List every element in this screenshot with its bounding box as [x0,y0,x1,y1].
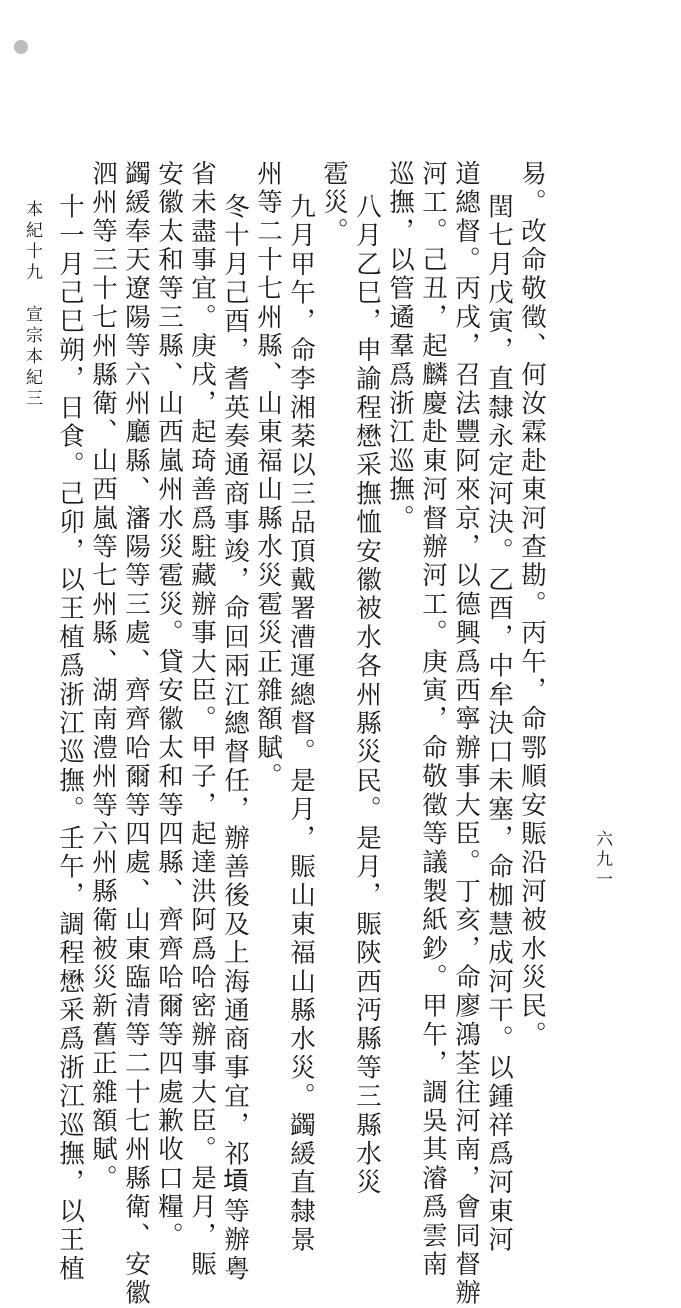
text-column-8: 九月甲午，命李湘棻以三品頂戴署漕運總督。是月，賑山東福山縣水災。蠲緩直隸景 [286,193,316,1255]
text-column-3: 道總督。丙戌，召法豐阿來京，以德興爲西寧辦事大臣。丁亥，命廖鴻荃往河南，會同督辦 [451,160,481,1308]
text-column-5: 巡撫，以管遹羣爲浙江巡撫。 [385,160,415,534]
text-column-6: 八月乙巳，申諭程懋采撫恤安徽被水各州縣災民。是月，賑陝西沔縣等三縣水災 [352,193,382,1198]
text-column-15: 十一月己巳朔，日食。己卯，以王植爲浙江巡撫。壬午，調程懋采爲浙江巡撫，以王植 [55,193,85,1284]
page-number: 六九一 [592,830,612,890]
text-column-2: 閏七月戊寅，直隸永定河決。乙酉，中牟決口未塞，命枷慧成河干。以鍾祥爲河東河 [484,193,514,1255]
text-column-4: 河工。己丑，起麟慶赴東河督辦河工。庚寅，命敬徵等議製紙鈔。甲午，調吳其濬爲雲南 [418,160,448,1280]
text-column-9: 州等二十七州縣、山東福山縣水災雹災正雜額賦。 [253,160,283,792]
text-column-1: 易。改命敬徵、何汝霖赴東河查勘。丙午，命鄂順安賑沿河被水災民。 [517,160,547,1050]
ink-dot-mark [14,40,28,54]
text-column-7: 雹災。 [319,160,349,247]
text-column-13: 蠲緩奉天遼陽等六州廳縣、瀋陽等三處、齊齊哈爾等四處、山東臨清等二十七州縣衛、安徽 [121,160,151,1308]
text-column-11: 省未盡事宜。庚戌，起琦善爲駐藏辦事大臣。甲子，起達洪阿爲哈密辦事大臣。是月，賑 [187,160,217,1280]
running-title: 本紀十九 宣宗本紀三 [22,200,42,410]
text-column-12: 安徽太和等三縣、山西嵐州水災雹災。貸安徽太和等四縣、齊齊哈爾等四處歉收口糧。 [154,160,184,1251]
text-column-10: 冬十月己酉，耆英奏通商事竣，命回兩江總督任，辦善後及上海通商事宜，祁𡎴等辦粤 [220,193,250,1284]
text-column-14: 泗州等三十七州縣衛、山西嵐等七州縣、湖南澧州等六州縣衛被災新舊正雜額賦。 [88,160,118,1194]
